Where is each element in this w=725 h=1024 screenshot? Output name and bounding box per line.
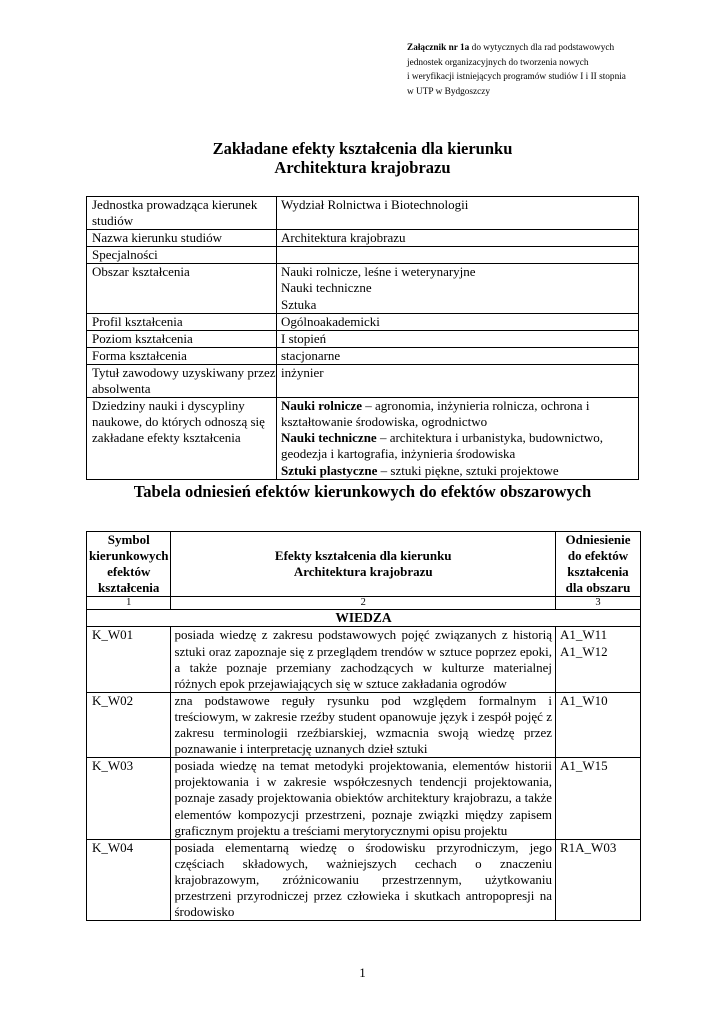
table-row	[87, 347, 639, 364]
effect-description: posiada wiedzę na temat metodyki projektowania, elementów historii projektowania i w zakresie współczesnych tendencji projektowania, poznaje zasady projektowania obiektów architektury krajobrazu, a także elementów kompozycji przestrzeni, poznaje związki między zapisem graficznym projektu a treściami merytorycznymi opisu projektu	[171, 758, 556, 839]
area-values	[277, 264, 639, 313]
program-info-table	[86, 196, 639, 480]
effect-description: posiada wiedzę z zakresu podstawowych pojęć związanych z historią sztuki oraz zapoznaje się z przeglądem trendów w sztuce poprzez epoki, a także poznaje przemiany zachodzących w kulturze materialnej różnych epok przejawiających się w sztuce zakładania ogrodów	[171, 627, 556, 692]
unit-label: Jednostka prowadząca kierunek studiów	[87, 197, 277, 230]
section-heading: WIEDZA	[87, 610, 641, 627]
field-name: Sztuki plastyczne	[281, 462, 378, 478]
column-number-row	[87, 597, 641, 610]
header-effects-line2: Architektura krajobrazu	[293, 564, 433, 580]
spec-value	[277, 247, 639, 264]
area-value: Nauki techniczne	[281, 280, 372, 296]
field-disciplines: – agronomia, inżynieria rolnicza, ochrona i kształtowanie środowiska, ogrodnictwo	[281, 398, 590, 430]
table-row	[87, 247, 639, 264]
table-header-row	[87, 532, 641, 597]
annex-note	[407, 41, 707, 99]
annex-line4: w UTP w Bydgoszczy	[407, 86, 491, 97]
degree-label: Tytuł zawodowy uzyskiwany przez absolwenta	[87, 364, 277, 397]
table-row	[87, 364, 639, 397]
document-title-line1: Zakładane efekty kształcenia dla kierunku	[212, 139, 513, 158]
annex-line3: i weryfikacji istniejących programów studiów I i II stopnia	[407, 72, 626, 83]
effect-reference: R1A_W03	[560, 839, 617, 855]
name-value: Architektura krajobrazu	[277, 230, 639, 247]
effect-reference: A1_W12	[560, 643, 608, 659]
effects-table	[86, 531, 641, 921]
table-section-title: Tabela odniesień efektów kierunkowych do efektów obszarowych	[133, 482, 592, 501]
effect-reference: A1_W15	[560, 758, 608, 774]
effect-references	[556, 758, 641, 839]
spec-label: Specjalności	[87, 247, 277, 264]
effect-references	[556, 839, 641, 920]
annex-line1: do wytycznych dla rad podstawowych	[469, 43, 615, 53]
annex-label: Załącznik nr 1a	[407, 43, 470, 53]
column-number: 3	[556, 597, 641, 610]
field-name: Nauki techniczne	[281, 430, 377, 446]
area-value: Nauki rolnicze, leśne i weterynaryjne	[281, 264, 476, 280]
unit-value: Wydział Rolnictwa i Biotechnologii	[277, 197, 639, 230]
effect-references	[556, 692, 641, 757]
form-label: Forma kształcenia	[87, 347, 277, 364]
header-reference: Odniesienie do efektów kształcenia dla obszaru	[556, 532, 641, 597]
level-value: I stopień	[277, 330, 639, 347]
area-label: Obszar kształcenia	[87, 264, 277, 313]
effect-symbol: K_W01	[87, 627, 171, 692]
field-disciplines: – sztuki piękne, sztuki projektowe	[377, 462, 559, 478]
table-row	[87, 330, 639, 347]
effect-symbol: K_W04	[87, 839, 171, 920]
table-row	[87, 197, 639, 230]
profile-value: Ogólnoakademicki	[277, 313, 639, 330]
field-disciplines: – architektura i urbanistyka, budownictwo, geodezja i kartografia, inżynieria środowiska	[281, 430, 604, 462]
table-row	[87, 398, 639, 479]
effect-reference: A1_W10	[560, 692, 608, 708]
field-entry	[281, 463, 638, 479]
fields-values	[277, 398, 639, 479]
table-row	[87, 230, 639, 247]
table-row	[87, 313, 639, 330]
profile-label: Profil kształcenia	[87, 313, 277, 330]
column-number: 1	[87, 597, 171, 610]
degree-value: inżynier	[277, 364, 639, 397]
header-effects-line1: Efekty kształcenia dla kierunku	[274, 548, 452, 564]
header-effects	[171, 532, 556, 597]
area-value: Sztuka	[281, 296, 317, 312]
table-row	[87, 758, 641, 839]
fields-label: Dziedziny nauki i dyscypliny naukowe, do których odnoszą się zakładane efekty kształcenia	[87, 398, 277, 479]
page-number: 1	[359, 965, 366, 980]
form-value: stacjonarne	[277, 347, 639, 364]
effect-references	[556, 627, 641, 692]
level-label: Poziom kształcenia	[87, 330, 277, 347]
field-entry	[281, 430, 638, 462]
section-row	[87, 610, 641, 627]
table-row	[87, 627, 641, 692]
field-name: Nauki rolnicze	[281, 398, 363, 414]
table-row	[87, 264, 639, 313]
effect-description: zna podstawowe reguły rysunku pod względem formalnym i treściowym, w zakresie rzeźby student opanowuje język i zespół pojęć z zakresu terminologii rzeźbiarskiej, wzmacnia swoją wiedzę przez poznawanie i interpretację uznanych dzieł sztuki	[171, 692, 556, 757]
effect-symbol: K_W03	[87, 758, 171, 839]
table-row	[87, 839, 641, 920]
effect-reference: A1_W11	[560, 627, 608, 643]
document-title-line2: Architektura krajobrazu	[274, 158, 451, 177]
header-symbol: Symbol kierunkowych efektów kształcenia	[87, 532, 171, 597]
name-label: Nazwa kierunku studiów	[87, 230, 277, 247]
annex-line2: jednostek organizacyjnych do tworzenia nowych	[407, 57, 589, 68]
field-entry	[281, 398, 638, 430]
table-row	[87, 692, 641, 757]
effect-description: posiada elementarną wiedzę o środowisku przyrodniczym, jego częściach składowych, ważniejszych cechach o znaczeniu krajobrazowym, zróżnicowaniu przestrzennym, użytkowaniu przestrzeni przyrodniczej przez człowieka i skutkach antropopresji na środowisko	[171, 839, 556, 920]
column-number: 2	[171, 597, 556, 610]
effect-symbol: K_W02	[87, 692, 171, 757]
